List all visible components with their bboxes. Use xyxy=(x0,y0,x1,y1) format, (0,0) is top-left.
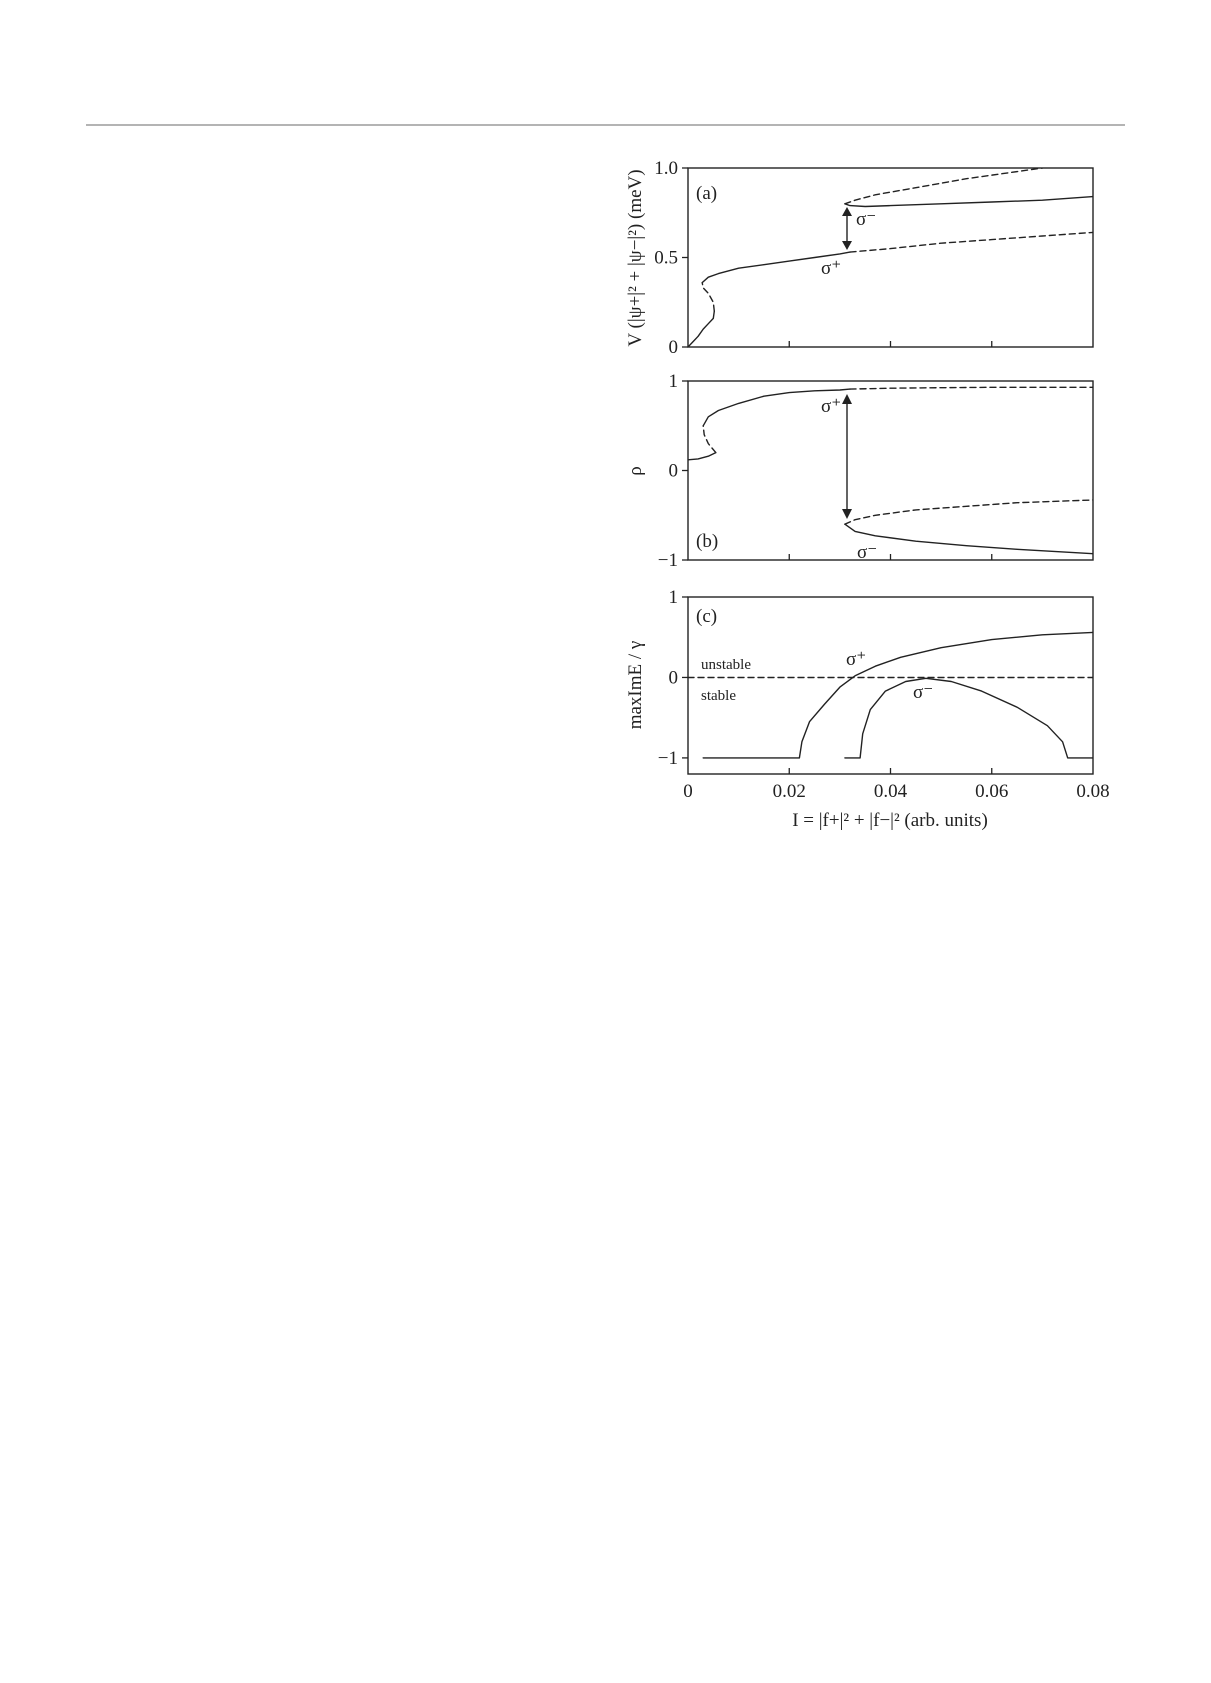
panel-a-frame xyxy=(688,168,1093,347)
panel-b-y-tick-label-1: 0 xyxy=(668,460,678,482)
panel-a-y-tick-label-2: 1.0 xyxy=(654,158,678,179)
panel-c-annotation-stable: stable xyxy=(701,688,736,704)
panel-c-series-1-solid xyxy=(845,678,1093,758)
panel-b-series-5-dashed xyxy=(845,500,1093,524)
panel-c-y-axis-label: maxImE / γ xyxy=(625,640,646,730)
x-tick-label-2: 0.04 xyxy=(873,781,908,802)
panel-c-annotation-sigma-plus: σ⁺ xyxy=(846,649,867,670)
panel-a-y-axis-label: V (|ψ+|² + |ψ−|²) (meV) xyxy=(625,169,646,347)
panel-c xyxy=(625,587,1110,831)
panel-a-series-4-solid xyxy=(845,197,1093,207)
panel-b-x-ticks xyxy=(789,554,992,560)
panel-c-annotation-sigma-minus: σ⁻ xyxy=(913,682,934,703)
panel-c-series-0-solid xyxy=(703,632,1093,758)
panel-a-y-tick-label-0: 0 xyxy=(668,337,678,358)
x-tick-label-4: 0.08 xyxy=(1076,781,1110,802)
panel-c-x-ticks xyxy=(683,768,1109,802)
panel-b xyxy=(625,371,1093,571)
panel-a-arrow-head-up xyxy=(842,207,852,216)
panel-c-y-tick-label-1: 0 xyxy=(668,667,678,689)
panel-a-annotation-sigma-plus: σ⁺ xyxy=(821,258,842,279)
panel-b-arrow-head-up xyxy=(842,394,852,404)
panel-c-y-ticks xyxy=(658,587,688,769)
panel-b-annotation-sigma-minus: σ⁻ xyxy=(857,542,878,563)
panel-a-series-0-solid xyxy=(688,311,714,347)
panel-c-y-tick-label-0: −1 xyxy=(657,747,678,769)
panel-a-arrow-head-down xyxy=(842,241,852,250)
x-tick-label-0: 0 xyxy=(683,781,693,802)
panel-b-arrow-head-down xyxy=(842,509,852,519)
panel-c-frame xyxy=(688,597,1093,774)
panel-b-series-1-dashed xyxy=(703,426,716,453)
panel-b-series-0-solid xyxy=(688,453,716,460)
x-tick-label-1: 0.02 xyxy=(772,781,806,802)
panel-b-series-3-dashed xyxy=(850,387,1093,389)
panel-a-series-1-dashed xyxy=(702,283,714,312)
panel-b-y-tick-label-2: 1 xyxy=(668,371,678,392)
panel-b-series-4-solid xyxy=(845,524,1093,554)
x-axis-label: I = |f+|² + |f−|² (arb. units) xyxy=(792,810,988,831)
panel-a-annotation-sigma-minus: σ⁻ xyxy=(856,209,877,230)
panel-c-annotation-unstable: unstable xyxy=(701,657,751,673)
panel-b-label: (b) xyxy=(696,531,719,552)
panel-a-series-5-dashed xyxy=(845,168,1043,204)
panel-a-series-3-dashed xyxy=(850,232,1093,252)
panel-a-y-tick-label-1: 0.5 xyxy=(654,247,678,269)
panel-a-series xyxy=(688,168,1093,347)
panel-a-y-ticks xyxy=(654,158,688,358)
panel-c-series xyxy=(688,632,1093,758)
panel-c-y-tick-label-2: 1 xyxy=(668,587,678,608)
panel-a-label: (a) xyxy=(696,183,718,204)
panel-a-x-ticks xyxy=(789,341,992,347)
panel-b-series xyxy=(688,387,1093,553)
panel-b-y-ticks xyxy=(658,371,688,571)
panel-a xyxy=(625,158,1093,358)
panel-b-y-axis-label: ρ xyxy=(625,466,646,476)
panel-c-label: (c) xyxy=(696,606,718,627)
x-tick-label-3: 0.06 xyxy=(975,781,1009,802)
panel-b-annotation-sigma-plus: σ⁺ xyxy=(821,396,842,417)
panel-b-frame xyxy=(688,381,1093,560)
panel-b-y-tick-label-0: −1 xyxy=(657,550,678,571)
